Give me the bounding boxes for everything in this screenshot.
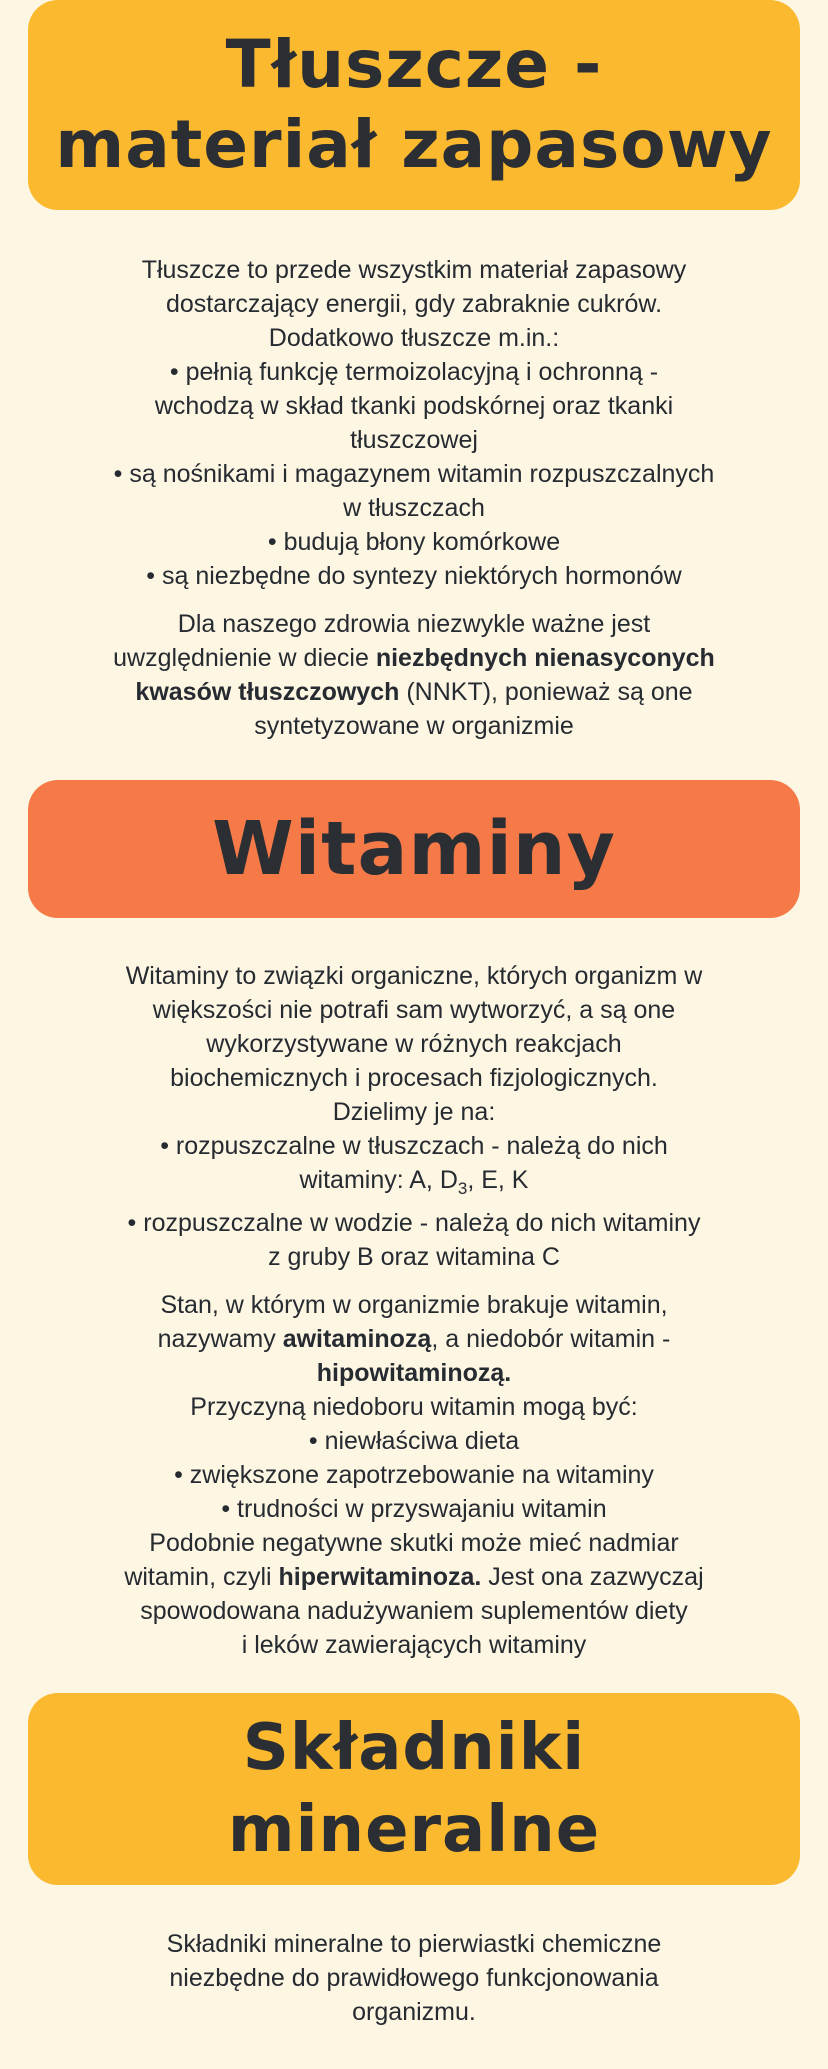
text-line: Dodatkowo tłuszcze m.in.: — [268, 324, 560, 352]
text-line: dostarczający energii, gdy zabraknie cukrów. — [165, 290, 663, 318]
minerals-title-line-1: Składniki — [242, 1711, 586, 1785]
text-span: witaminy: A, D — [299, 1166, 458, 1194]
text-line: z gruby B oraz witamina C — [268, 1243, 560, 1271]
bold-term: hipowitaminozą. — [316, 1359, 512, 1387]
text-line: syntetyzowane w organizmie — [254, 712, 574, 740]
text-line: Przyczyną niedoboru witamin mogą być: — [190, 1393, 638, 1421]
list-item: • rozpuszczalne w tłuszczach - należą do nich — [160, 1132, 668, 1160]
vitamins-deficiency-paragraph — [40, 1288, 788, 1662]
list-item: • są nośnikami i magazynem witamin rozpuszczalnych — [113, 460, 715, 488]
text-line: niezbędne do prawidłowego funkcjonowania — [169, 1964, 659, 1992]
fats-section-banner — [28, 0, 800, 210]
vitamins-section-text — [40, 959, 788, 1662]
fats-section-title — [55, 25, 772, 185]
list-item: • zwiększone zapotrzebowanie na witaminy — [174, 1461, 654, 1489]
fats-intro-paragraph — [40, 253, 788, 593]
minerals-section-banner — [28, 1693, 800, 1885]
list-item: • są niezbędne do syntezy niektórych hormonów — [146, 562, 682, 590]
text-line: Dzielimy je na: — [332, 1098, 496, 1126]
text-span: nazywamy — [157, 1325, 283, 1353]
list-item: • pełnią funkcję termoizolacyjną i ochronną - — [169, 358, 659, 386]
vitamins-intro-paragraph — [40, 959, 788, 1274]
text-line: tłuszczowej — [350, 426, 478, 454]
text-line: wchodzą w skład tkanki podskórnej oraz tkanki — [154, 392, 674, 420]
text-span: uwzględnienie w diecie — [113, 644, 376, 672]
bold-term: hiperwitaminoza. — [278, 1563, 482, 1591]
text-span: Jest ona zazwyczaj — [481, 1563, 704, 1591]
list-item: • niewłaściwa dieta — [308, 1427, 520, 1455]
minerals-title-line-2: mineralne — [227, 1793, 601, 1867]
minerals-section-text — [40, 1927, 788, 2029]
text-line: Stan, w którym w organizmie brakuje witamin, — [160, 1291, 668, 1319]
text-line: wykorzystywane w różnych reakcjach — [206, 1030, 622, 1058]
text-line — [40, 675, 788, 709]
text-line: w tłuszczach — [343, 494, 485, 522]
text-line: Dla naszego zdrowia niezwykle ważne jest — [177, 610, 651, 638]
text-span: witamin, czyli — [124, 1563, 279, 1591]
minerals-intro-paragraph — [40, 1927, 788, 2029]
vitamins-section-banner — [28, 780, 800, 918]
text-span: (NNKT), ponieważ są one — [399, 678, 693, 706]
text-line — [40, 641, 788, 675]
fats-title-line-2: materiał zapasowy — [55, 106, 773, 183]
text-span: , a niedobór witamin - — [431, 1325, 671, 1353]
text-line — [40, 1356, 788, 1390]
text-line: spowodowana nadużywaniem suplementów diety — [140, 1597, 688, 1625]
text-line: Tłuszcze to przede wszystkim materiał zapasowy — [141, 256, 687, 284]
bold-term: kwasów tłuszczowych — [135, 678, 400, 706]
vitamins-section-title: Witaminy — [212, 806, 616, 892]
text-line: Witaminy to związki organiczne, których organizm w — [125, 962, 703, 990]
text-span: , E, K — [467, 1166, 529, 1194]
minerals-section-title — [228, 1707, 600, 1871]
text-line — [40, 1163, 788, 1206]
fats-title-line-1: Tłuszcze - — [225, 26, 603, 103]
text-line: Składniki mineralne to pierwiastki chemiczne — [166, 1930, 662, 1958]
list-item: • budują błony komórkowe — [267, 528, 561, 556]
text-line: i leków zawierających witaminy — [241, 1631, 587, 1659]
bold-term: awitaminozą — [282, 1325, 432, 1353]
list-item: • trudności w przyswajaniu witamin — [221, 1495, 607, 1523]
text-line: organizmu. — [352, 1998, 476, 2026]
list-item: • rozpuszczalne w wodzie - należą do nich witaminy — [127, 1209, 701, 1237]
fats-nnkt-paragraph — [40, 607, 788, 743]
bold-term: niezbędnych nienasyconych — [375, 644, 715, 672]
text-line: większości nie potrafi sam wytworzyć, a są one — [152, 996, 676, 1024]
fats-section-text — [40, 253, 788, 743]
subscript: 3 — [457, 1179, 468, 1198]
text-line — [40, 1560, 788, 1594]
text-line — [40, 1322, 788, 1356]
text-line: biochemicznych i procesach fizjologicznych. — [170, 1064, 658, 1092]
text-line: Podobnie negatywne skutki może mieć nadmiar — [149, 1529, 679, 1557]
